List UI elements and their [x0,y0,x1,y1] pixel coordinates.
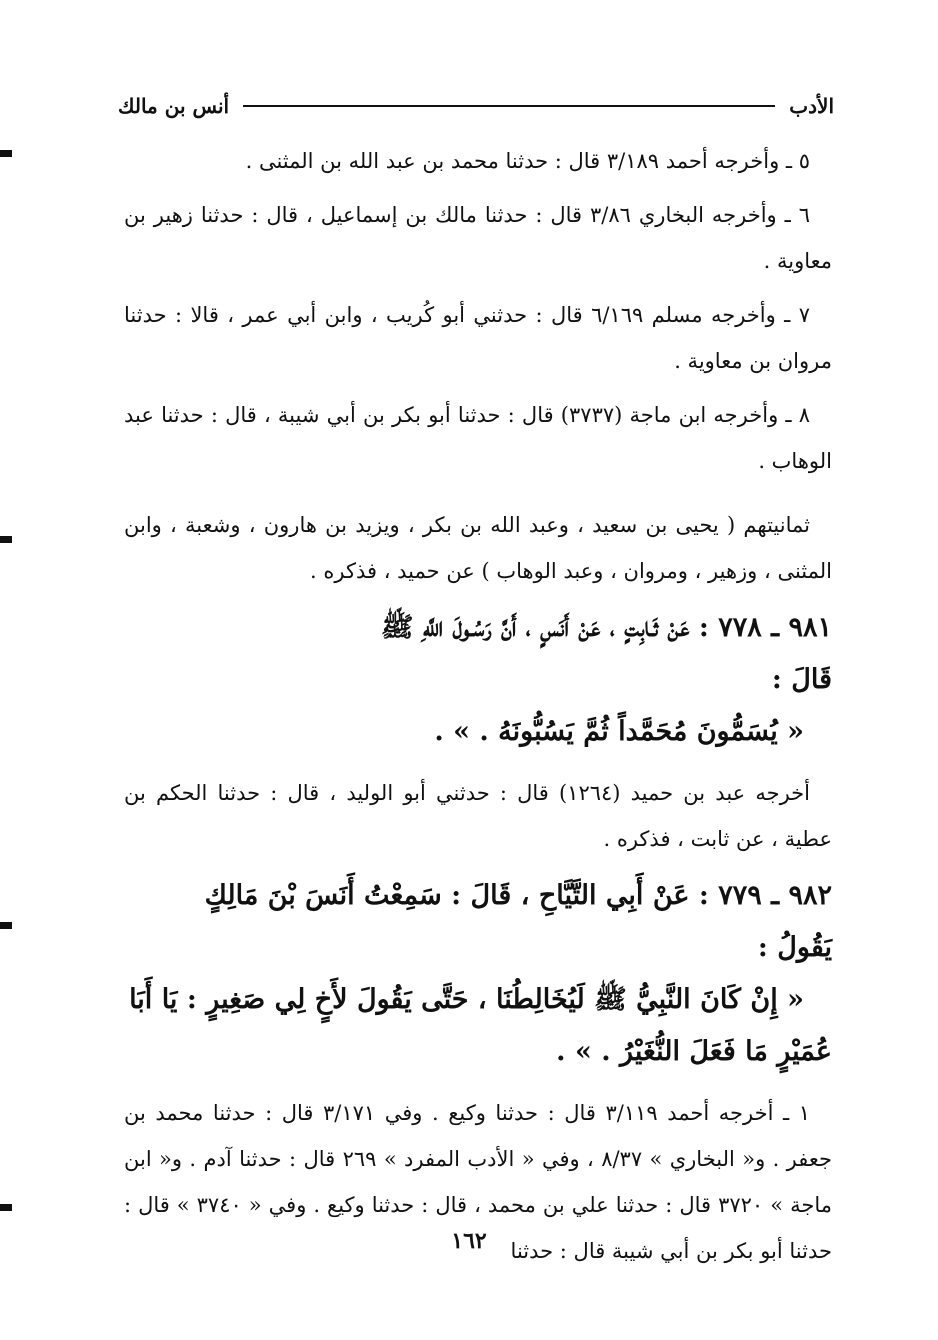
header-section-title: الأدب [789,94,834,118]
header-narrator-title: أنس بن مالك [118,94,230,118]
hadith-982 [124,870,832,1078]
running-header [118,86,834,126]
takhrij-982: ١ ـ أخرجه أحمد ٣/١١٩ قال : حدثنا وكيع . وفي ٣/١٧١ قال : حدثنا محمد بن جعفر . و« البخاري » ٨/٣٧ ، وفي « الأدب المفرد » ٢٦٩ قال : حدثنا آدم . و« ابن ماجة » ٣٧٢٠ قال : حدثنا علي بن محمد ، قال : حدثنا وكيع . وفي « ٣٧٤٠ » قال : حدثنا أبو بكر بن أبي شيبة قال : حدثنا [124,1101,832,1263]
hadith-981-matn: « يُسَمُّونَ مُحَمَّداً ثُمَّ يَسُبُّونَهُ . » . [434,716,804,747]
hadith-982-matn-1: « إِنْ كَانَ النَّبِيُّ ﷺ لَيُخَالِطُنَا ، حَتَّى يَقُولَ لأَخٍ لِي صَغِيرٍ : يَا أَبَا [129,984,804,1015]
takhrij-item-7: ٧ ـ وأخرجه مسلم ٦/١٦٩ قال : حدثني أبو كُريب ، وابن أبي عمر ، قالا : حدثنا مروان بن معاوية . [124,303,832,373]
scan-edge-mark [0,536,12,543]
hadith-982-isnad: ٩٨٢ ـ ٧٧٩ : عَنْ أَبِي التَّيَّاحِ ، قَالَ : سَمِعْتُ أَنَسَ بْنَ مَالِكٍ [204,880,832,911]
header-rule [243,105,775,107]
spacer [124,492,832,502]
takhrij-item-6: ٦ ـ وأخرجه البخاري ٣/٨٦ قال : حدثنا مالك بن إسماعيل ، قال : حدثنا زهير بن معاوية . [124,203,832,273]
scan-edge-mark [0,1204,12,1211]
page-body [124,138,832,1282]
takhrij-summary: ثمانيتهم ( يحيى بن سعيد ، وعبد الله بن بكر ، ويزيد بن هارون ، وشعبة ، وابن المثنى ، وزهير ، ومروان ، وعبد الوهاب ) عن حميد ، فذكره . [124,513,832,583]
takhrij-981: أخرجه عبد بن حميد (١٢٦٤) قال : حدثني أبو الوليد ، قال : حدثنا الحكم بن عطية ، عن ثابت ، فذكره . [124,781,832,851]
hadith-982-yaqul: يَقُولُ : [757,932,832,963]
hadith-981 [124,602,832,758]
hadith-981-qala: قَالَ : [771,664,832,695]
page-number: ١٦٢ [451,1228,487,1254]
scan-edge-mark [0,922,12,929]
scan-edge-mark [0,150,12,157]
hadith-981-isnad: ٩٨١ ـ ٧٧٨ : عَنْ ثَـابِتٍ ، عَنْ أَنَسٍ ، أَنَّ رَسُـولَ اللَّهِ ﷺ [380,612,832,643]
takhrij-item-5: ٥ ـ وأخرجه أحمد ٣/١٨٩ قال : حدثنا محمد بن عبد الله بن المثنى . [245,149,810,173]
hadith-982-matn-2: عُمَيْرٍ مَا فَعَلَ النُّغَيْرُ . » . [556,1036,832,1067]
takhrij-item-8: ٨ ـ وأخرجه ابن ماجة (٣٧٣٧) قال : حدثنا أبو بكر بن أبي شيبة ، قال : حدثنا عبد الوهاب . [124,403,832,473]
